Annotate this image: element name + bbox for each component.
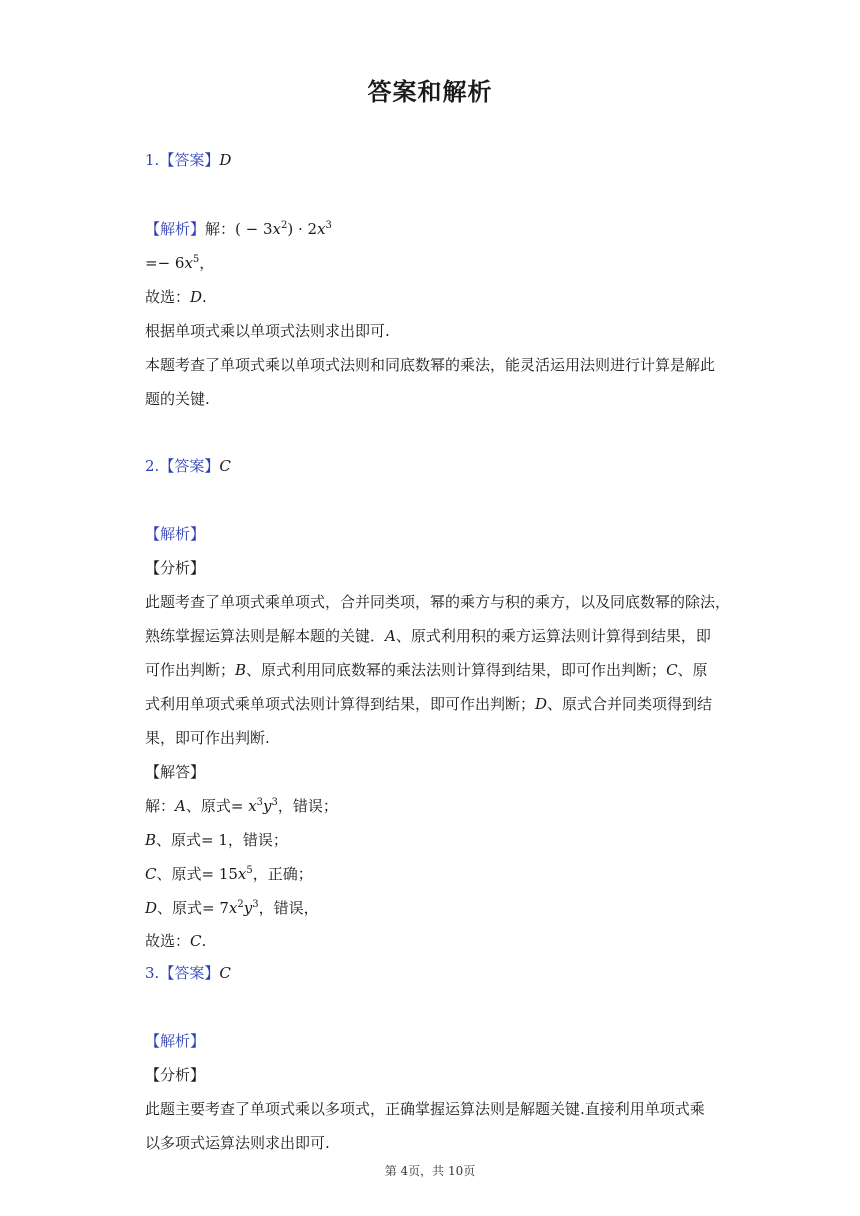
q2-solution-c xyxy=(145,864,725,884)
q2-choice-line xyxy=(145,931,725,951)
q2-text: 、原式利用同底数幂的乘法法则计算得到结果，即可作出判断； xyxy=(246,661,667,679)
q2-solution-a xyxy=(145,796,725,816)
q2-text: 、原式= 15 xyxy=(156,865,238,883)
q3-fenxi-tag: 【分析】 xyxy=(145,1066,206,1084)
q2-exponent: 2 xyxy=(237,899,244,910)
q2-option-letter: A xyxy=(175,797,186,815)
q2-analysis-tag: 【解析】 xyxy=(145,525,206,543)
q1-choice-prefix: 故选： xyxy=(145,288,191,306)
q2-exponent: 5 xyxy=(246,865,253,876)
q2-answer-line xyxy=(145,456,725,476)
q2-answer-tag: 【答案】 xyxy=(159,457,220,475)
q1-solve-prefix: 解： xyxy=(205,220,236,238)
q1-answer-tag: 【答案】 xyxy=(159,151,220,169)
q2-var: y xyxy=(263,797,272,815)
q2-var: x xyxy=(228,899,238,917)
q2-var: y xyxy=(243,899,253,917)
q2-var: x xyxy=(237,865,247,883)
q1-solution-line-1 xyxy=(145,219,725,239)
q1-choice: D xyxy=(190,288,203,306)
q2-text: . xyxy=(201,932,207,950)
q2-exponent: 3 xyxy=(252,899,259,910)
q2-fenxi-line-2 xyxy=(145,626,725,646)
page-title: 答案和解析 xyxy=(367,78,493,106)
q2-text: 、原式= 7 xyxy=(157,899,229,917)
q1-expr-part: ) · 2 xyxy=(287,220,318,238)
q1-exponent: 3 xyxy=(325,220,332,231)
q2-var: x xyxy=(248,797,257,815)
q2-text: 熟练掌握运算法则是解本题的关键． xyxy=(145,627,386,645)
q2-text: 式利用单项式乘单项式法则计算得到结果，即可作出判断； xyxy=(145,695,536,713)
q2-exponent: 3 xyxy=(256,797,264,808)
q2-text: 、原式利用积的乘方运算法则计算得到结果，即 xyxy=(395,627,711,645)
q1-exponent: 2 xyxy=(281,220,288,231)
q2-solution-d xyxy=(145,898,725,918)
q1-var: x xyxy=(184,254,193,272)
q3-fenxi-line-1: 此题主要考查了单项式乘以多项式，正确掌握运算法则是解题关键.直接利用单项式乘 xyxy=(145,1100,705,1118)
q2-fenxi-line-1: 此题考查了单项式乘单项式，合并同类项，幂的乘方与积的乘方，以及同底数幂的除法， xyxy=(145,593,731,611)
q1-period: . xyxy=(202,288,207,306)
q2-text: 、原式= xyxy=(185,797,249,815)
q1-comment-line-1: 本题考查了单项式乘以单项式法则和同底数幂的乘法，能灵活运用法则进行计算是解此 xyxy=(145,356,716,374)
q2-fenxi-tag: 【分析】 xyxy=(145,559,206,577)
q2-text: ，错误， xyxy=(258,899,319,917)
q2-option-letter: B xyxy=(145,831,157,849)
q2-text: 、原式合并同类项得到结 xyxy=(547,695,713,713)
q2-fenxi-line-4 xyxy=(145,694,725,714)
q2-choice: C xyxy=(190,932,202,950)
q1-answer-line xyxy=(145,150,725,170)
q2-option-letter: D xyxy=(535,695,548,713)
q2-text: 故选： xyxy=(145,932,191,950)
q1-comment-line-2: 题的关键. xyxy=(145,390,210,408)
q1-result-prefix: =− 6 xyxy=(145,254,185,272)
q1-var: x xyxy=(272,220,281,238)
q3-answer: C xyxy=(219,964,231,982)
q2-exponent: 3 xyxy=(271,797,278,808)
q2-option-letter: D xyxy=(145,899,158,917)
q1-solution-line-2 xyxy=(145,253,725,273)
q3-answer-tag: 【答案】 xyxy=(159,964,220,982)
q1-analysis-tag: 【解析】 xyxy=(145,220,206,238)
q1-comma: ， xyxy=(199,254,215,272)
q3-analysis-tag: 【解析】 xyxy=(145,1032,206,1050)
q1-method-line: 根据单项式乘以单项式法则求出即可. xyxy=(145,322,390,340)
q2-option-letter: C xyxy=(666,661,678,679)
q2-jieda-tag: 【解答】 xyxy=(145,763,206,781)
q2-text: 、原 xyxy=(677,661,708,679)
q2-option-letter: B xyxy=(235,661,247,679)
q2-option-letter: A xyxy=(385,627,396,645)
q2-text: 解： xyxy=(145,797,176,815)
q2-fenxi-line-5: 果，即可作出判断. xyxy=(145,729,270,747)
page-footer: 第 4页，共 10页 xyxy=(384,1164,476,1178)
q1-choice-line xyxy=(145,287,725,307)
q1-var: x xyxy=(317,220,326,238)
q2-option-letter: C xyxy=(145,865,157,883)
q3-number: 3. xyxy=(145,964,160,982)
q2-text: ，正确； xyxy=(252,865,313,883)
q2-solution-b xyxy=(145,830,725,850)
q3-fenxi-line-2: 以多项式运算法则求出即可. xyxy=(145,1134,330,1152)
q2-text: ，错误； xyxy=(277,797,338,815)
q1-answer: D xyxy=(219,151,232,169)
q2-answer: C xyxy=(219,457,231,475)
q3-answer-line xyxy=(145,963,725,983)
q2-text: 可作出判断； xyxy=(145,661,236,679)
q1-expr-part: ( − 3 xyxy=(235,220,273,238)
q2-fenxi-line-3 xyxy=(145,660,725,680)
q2-number: 2. xyxy=(145,457,160,475)
q1-number: 1. xyxy=(145,151,160,169)
q1-exponent: 5 xyxy=(192,254,200,265)
q2-text: 、原式= 1，错误； xyxy=(156,831,288,849)
